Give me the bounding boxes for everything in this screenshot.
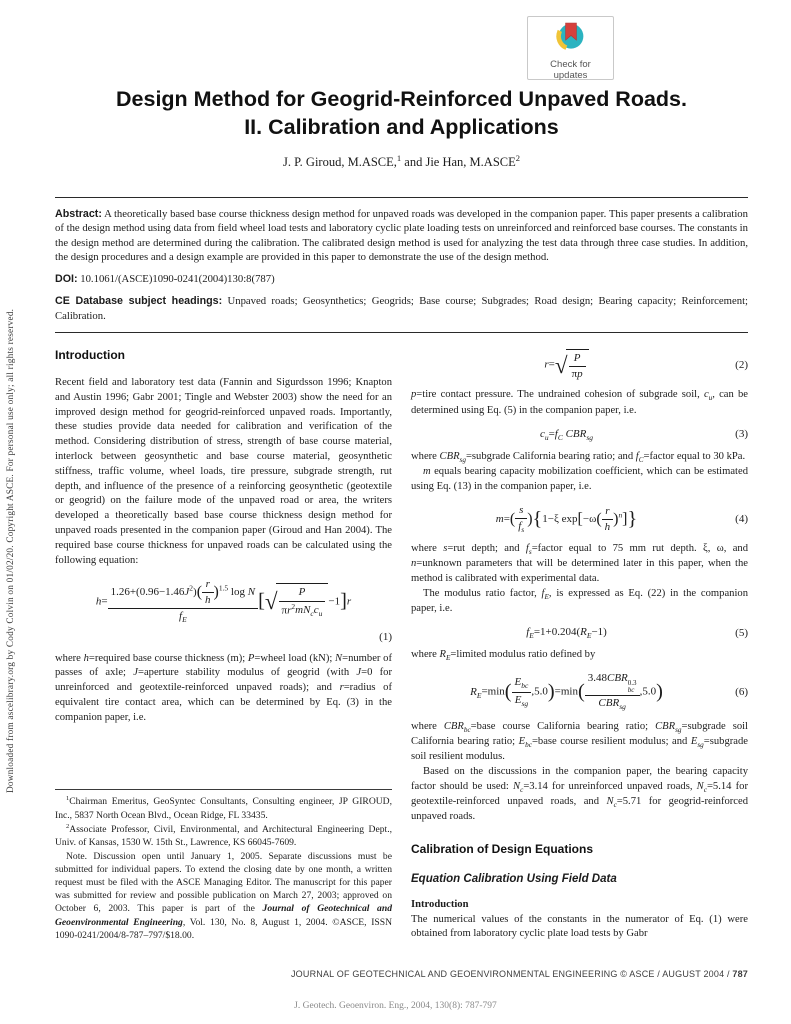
two-column-body (55, 347, 748, 942)
author-footnote-1: $^1$Chairman Emeritus, GeoSyntec Consultants, Consulting engineer, JP GIROUD, Inc., 5837 North Ocean Blvd., Ocean Ridge, FL 33435. (55, 795, 392, 821)
equation-1-explanation: where h=required base course thickness (m); P=wheel load (kN); N=number of passes of axle; J=aperture stability modulus of geogrid (with J=0 for unreinforced and geotextile-reinforced unpaved roads); and r=radius of equivalent tire contact area, which can be determined by Eq. (3) in the companion paper, i.e. (55, 652, 392, 723)
paper-title-line2: II. Calibration and Applications (244, 114, 559, 139)
authors-line: J. P. Giroud, M.ASCE,$^1$ and Jie Han, M.ASCE$^2$ (283, 152, 520, 170)
equation-5-body: $f_E=1+0.204(R_E-1)$ (526, 626, 607, 641)
crossmark-icon (552, 20, 590, 59)
header-rule (55, 197, 748, 198)
author-footnote-2: $^2$Associate Professor, Civil, Environmental, and Architectural Engineering Dept., Univ. of Kansas, 1530 W. 15th St., Lawrence, KS 66045-7609. (55, 822, 392, 849)
equation-6-number: (6) (735, 685, 748, 698)
equation-2-number: (2) (735, 358, 748, 371)
equation-4 (411, 504, 748, 535)
doi-value: 10.1061/(ASCE)1090-0241(2004)130:8(787) (80, 272, 275, 285)
field-data-subheading: Equation Calibration Using Field Data (411, 872, 617, 885)
equation-6-body: $R_E=\min$( $\frac{E_{bc}}{E_{sg}}$ ,5.0)=min( 3.48CBR 0.3 bc $CBR_{sg}$ ,5.0) (470, 672, 663, 712)
cbr-factor-paragraph: where $CBR_{sg}=subgrade$ California bearing ratio; and $f_C=factor$ equal to 30 kPa. (411, 450, 746, 464)
paper-title (55, 0, 748, 142)
ce-database-headings: Unpaved roads; Geosynthetics; Geogrids; Base course; Subgrades; Road design; Bearing capacity; Reinforcement; Calibration. (55, 294, 749, 322)
abstract-text: A theoretically based base course thickness design method for unpaved roads was developed in the companion paper. This paper presents a calibration of the design method using data from field wheel load tests and laboratory cyclic plate loading tests on unreinforced and reinforced base courses. The constants in the design method are determined during the calibration. The calibrated design method is used for analyzing the test data through three case studies. In addition, the design procedures and a design example are provided in this paper to demonstrate the use of the design method. (55, 208, 748, 263)
doi-label: DOI: (55, 272, 78, 285)
calibration-section-heading: Calibration of Design Equations (411, 841, 594, 856)
check-for-updates-badge[interactable] (527, 16, 614, 80)
right-column (411, 347, 748, 942)
equation-3 (411, 427, 748, 442)
editorial-note: Note. Discussion open until January 1, 2005. Separate discussions must be submitted for individual papers. To extend the closing date by one month, a written request must be filed with the ASCE Managing Editor. The manuscript for this paper was submitted for review and possible publication on March 27, 2003; approved on October 6, 2003. This paper is part of the Journal of Geotechnical and Geoenvironmental Engineering, Vol. 130, No. 8, August 1, 2004. ©ASCE, ISSN 1090-0241/2004/8-787–797/$18.00. (55, 850, 393, 941)
footnotes-block (55, 789, 392, 942)
modulus-ratio-paragraph: The modulus ratio factor, $f_E$, is expressed as Eq. (22) in the companion paper, i.e. (411, 587, 748, 615)
introduction-heading: Introduction (55, 348, 125, 363)
calibration-intro-paragraph: The numerical values of the constants in the numerator of Eq. (1) were obtained from laboratory cyclic plate load tests by Gabr (411, 913, 748, 940)
equation-3-number: (3) (735, 428, 748, 441)
mobilization-paragraph: m equals bearing capacity mobilization coefficient, which can be estimated using Eq. (13) in the companion paper, i.e. (411, 466, 748, 492)
equation-1-body: h= $1.26+(0.96-1.46J^2)$( $\frac{r}{h}$ )$^{1.5}$ log N $f_E$ [ √ $\frac{P}{\pi r^2mN_cc_u}$ −1]r (95, 577, 352, 625)
equation-4-number: (4) (735, 512, 748, 525)
resilient-modulus-paragraph: where $CBR_{bc}=base$ course California bearing ratio; $CBR_{sg}=subgrade$ soil California bearing ratio; $E_{bc}=base$ course resilient modulus; and $E_{sg}=subgrade$ soil resilient modulus. (411, 720, 748, 762)
intro-paragraph: Recent field and laboratory test data (Fannin and Sigurdsson 1996; Knapton and Austin 1996; Gabr 2001; Tingle and Webster 2003) show the need for an improved design method for geogrid-reinforced unpaved roads. Importantly, these studies provide data needed for calibration and verification of the method. Considering distribution of stress, strength of base course material, interlock between geosynthetic and base course material, geosynthetic stiffness, traffic volume, wheel loads, tire pressure, subgrade strength, rut depth, and influence of the presence of a reinforcing geosynthetic (geotextile or geogrid) on the failure mode of the unpaved road or area, the writers developed a theoretically based base course thickness design method for unpaved roads presented in the companion paper (Giroud and Han 2004). The required base course thickness for unpaved roads can be calculated using the following equation: (55, 376, 392, 566)
tire-pressure-paragraph: p=tire contact pressure. The undrained cohesion of subgrade soil, $c_u$, can be determined using Eq. (5) in the companion paper, i.e. (411, 389, 748, 416)
equation-6 (411, 672, 748, 712)
ce-database-label: CE Database subject headings: (55, 294, 223, 307)
check-for-updates-label: Check for updates (550, 59, 591, 81)
equation-2-body: r= √ $\frac{P}{\pi p}$ (411, 349, 722, 381)
citation-footer-line: J. Geotech. Geoenviron. Eng., 2004, 130(8): 787-797 (294, 1001, 497, 1011)
download-attribution: Downloaded from ascelibrary.org by Cody Colvin on 01/02/20. Copyright ASCE. For personal use only; all rights reserved. (6, 308, 16, 793)
equation-1-number: (1) (379, 631, 392, 644)
rut-depth-paragraph: where s=rut depth; and $f_s=factor$ equal to 75 mm rut depth. ξ, ω, and n=unknown parameters that will be determined later in this paper, when the method is calibrated with experimental data. (411, 543, 748, 585)
limited-modulus-paragraph: where $R_E=limited$ modulus ratio defined by (411, 649, 596, 663)
left-column (55, 347, 392, 942)
equation-3-body: $c_u=f_C$ $CBR_{sg}$ (539, 427, 594, 442)
paper-title-line1: Design Method for Geogrid-Reinforced Unpaved Roads. (116, 87, 687, 111)
bearing-capacity-paragraph: Based on the discussions in the companion paper, the bearing capacity factor should be used: $N_c=3.14$ for unreinforced unpaved roads, $N_c=5.14$ for geotextile-reinforced unpaved roads, and $N_c=5.71$ for geogrid-reinforced unpaved roads. (411, 765, 749, 822)
equation-5 (411, 626, 748, 641)
abstract (55, 207, 748, 264)
doi-line (55, 273, 748, 285)
equation-4-body: m=( $\frac{s}{f_s}$ ){1−ξ exp[−ω( $\frac{r}{h}$ )$^n$]} (495, 503, 638, 535)
front-matter-rule (55, 332, 748, 333)
equation-2 (411, 349, 748, 381)
equation-1 (55, 578, 392, 626)
ce-database-line (55, 294, 748, 323)
abstract-label: Abstract: (55, 208, 102, 221)
introduction-runin-heading: Introduction (411, 898, 469, 910)
equation-5-number: (5) (735, 626, 748, 639)
journal-footer-line: JOURNAL OF GEOTECHNICAL AND GEOENVIRONMENTAL ENGINEERING © ASCE / AUGUST 2004 / 787 (290, 969, 748, 979)
